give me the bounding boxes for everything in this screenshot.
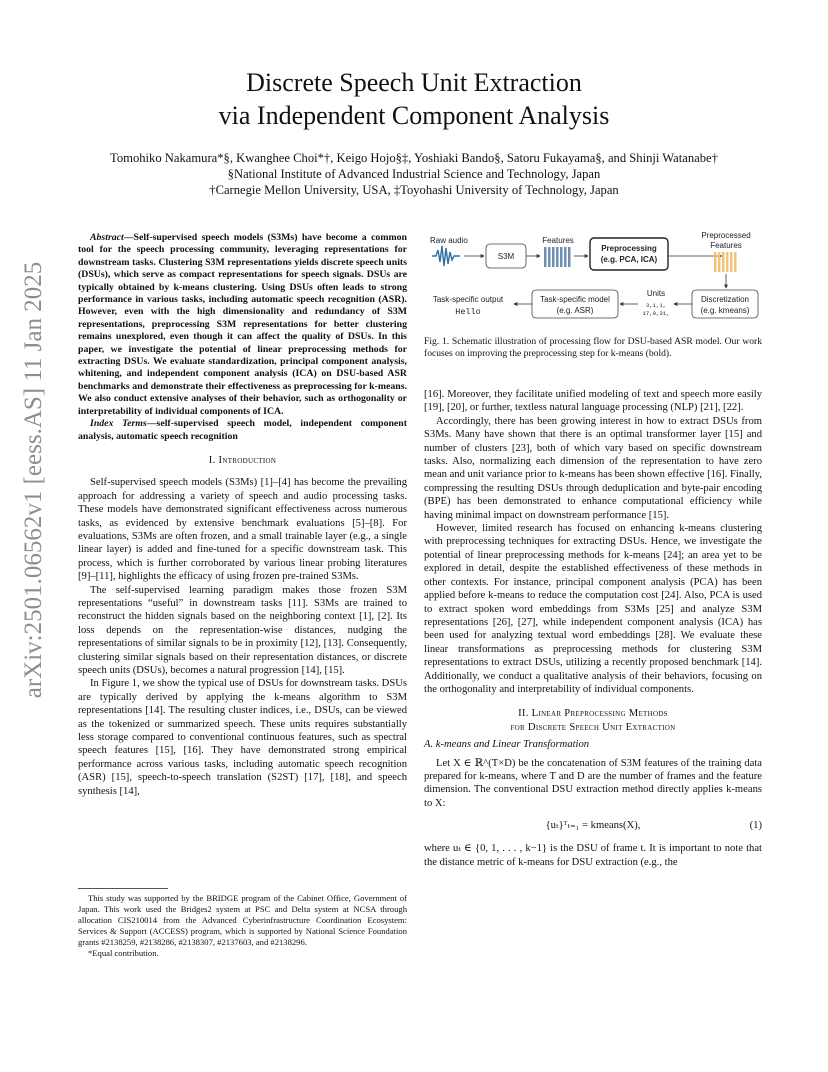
- preprocessed-features-icon: [714, 252, 737, 272]
- subsection-heading-kmeans: A. k-means and Linear Transformation: [424, 739, 590, 751]
- intro-paragraph-3: In Figure 1, we show the typical use of DSUs for downstream tasks. DSUs are typically derived by applying the k-means algorithm to S3M representations [14]. The resulting cluster indices, i.e., DSUs, can be viewed as the tokenized or summarized speech. These units requires substantially less storage compared to conventional continuous features, such as spectral speech features [15], [16]. They have demonstrated strong empirical performance across various tasks, including automatic speech recognition (ASR) [15], speech-to-speech translation (S2ST) [17], [18], and speech synthesis [14],: [78, 678, 407, 797]
- units-sequence-2: 17,9,31,: [642, 310, 670, 317]
- footnote-equal-contribution: *Equal contribution.: [88, 948, 159, 958]
- discretization-examples: (e.g. kmeans): [700, 306, 750, 315]
- section-heading-introduction: I. Introduction: [208, 454, 277, 466]
- arxiv-identifier: arXiv:2501.06562v1 [eess.AS] 11 Jan 2025: [20, 261, 47, 699]
- section2-line-1: II. Linear Preprocessing Methods: [518, 708, 668, 720]
- equation-1-body: {uₜ}ᵀₜ₌₁ = kmeans(X),: [545, 820, 641, 832]
- abstract-text: —Self-supervised speech models (S3Ms) have become a common tool for the speech processing community, leveraging representations for downstream tasks. Clustering S3M representations yields discrete speech units (DSUs), which serve as compact representations for speech signals. DSUs are typically obtained by k-means clustering. Using DSUs often leads to strong performance in various tasks, including automatic speech recognition (ASR). However, even with the high dimensionality and redundancy of S3M representations, preprocessing S3M representations for better clustering remains unexplored, even though it can affect the quality of DSUs. In this paper, we investigate the potential of linear preprocessing methods for extracting DSUs. We evaluate standardization, principal component analysis, whitening, and independent component analysis (ICA) on DSU-based ASR benchmarks and demonstrate their effectiveness as preprocessing for k-means. We also conduct extensive analyses of their behavior, such as orthogonality or interpretability of individual components of ICA.: [78, 232, 407, 417]
- affiliation-cmu: †Carnegie Mellon University, USA, ‡Toyohashi University of Technology, Japan: [209, 183, 619, 197]
- footnote-rule: [78, 888, 168, 889]
- right-paragraph-5: where uₜ ∈ {0, 1, . . . , k−1} is the DSU of frame t. It is important to note that the distance metric of k-means for DSU extraction (e.g., the: [424, 843, 762, 868]
- features-grid-icon: [544, 247, 571, 267]
- index-terms-text: —self-supervised speech model, independent component analysis, automatic speech recognition: [78, 418, 407, 442]
- index-terms: [78, 418, 407, 443]
- title-line-1: Discrete Speech Unit Extraction: [246, 68, 582, 97]
- intro-paragraph-2: The self-supervised learning paradigm makes those frozen S3M representations “useful” in downstream tasks [11]. S3Ms are trained to reconstruct the hidden signals based on the neighboring context [1], [2]. Its loss depends on the representation-wise distances, nudging the representations of similar signals to be in proximity [12], [13]. Consequently, clustering similar signals based on their representation distances, or discrete speech units (DSUs), becomes a natural progression [14], [15].: [78, 584, 407, 676]
- footnote-funding: This study was supported by the BRIDGE program of the Cabinet Office, Government of Japan. This work used the Bridges2 system at PSC and Delta system at NCSA through allocation CIS210014 from the Advanced Cyberinfrastructure Coordination Ecosystem: Services & Support (ACCESS) program, which is supported by National Science Foundation grants #2138259, #2138286, #2138307, #2137603, and #2138296.: [78, 893, 407, 947]
- figure-1-caption: Fig. 1. Schematic illustration of processing flow for DSU-based ASR model. Our work focuses on improving the preprocessing step for k-means (bold).: [424, 336, 762, 359]
- waveform-icon: [432, 246, 460, 266]
- paper-title: [80, 66, 748, 132]
- preprocessed-label-1: Preprocessed: [701, 231, 751, 240]
- units-label: Units: [646, 289, 666, 298]
- footnotes: [78, 888, 407, 959]
- right-paragraph-2: Accordingly, there has been growing interest in how to extract DSUs from S3Ms. Many have shown that there is an optimal transformer layer [15] and number of clusters [23], both of which vary based on specific downstream tasks. Also, normalizing each dimension of the representation to have zero mean and unit variance prior to k-means has been shown effective [16]. Finally, compressing the resulting DSUs through deduplication and byte-pair encoding (BPE) has been demonstrated to enhance computational efficiency while having minimal impact on downstream performance [15].: [424, 415, 763, 521]
- preprocessing-examples: (e.g. PCA, ICA): [600, 255, 658, 264]
- arxiv-sidebar: [14, 261, 54, 699]
- preprocessing-label: Preprocessing: [601, 244, 657, 253]
- s3m-label: S3M: [497, 252, 515, 261]
- raw-audio-label: Raw audio: [430, 236, 468, 245]
- author-block: [60, 150, 768, 198]
- task-output-label: Task-specific output: [432, 295, 504, 304]
- preprocessed-label-2: Features: [710, 241, 742, 250]
- abstract: [78, 232, 407, 418]
- features-label: Features: [542, 236, 574, 245]
- left-column: [78, 232, 407, 798]
- equation-1: [424, 816, 762, 836]
- preprocessing-box: [590, 238, 668, 270]
- affiliation-aist: §National Institute of Advanced Industrial Science and Technology, Japan: [227, 167, 601, 181]
- section-heading-linear-preprocessing: [424, 707, 762, 734]
- equation-1-number: (1): [749, 820, 762, 832]
- discretization-label: Discretization: [700, 295, 750, 304]
- author-names: Tomohiko Nakamura*§, Kwanghee Choi*†, Keigo Hojo§‡, Yoshiaki Bando§, Satoru Fukayama§, and Shinji Watanabe†: [110, 151, 718, 165]
- intro-paragraph-1: Self-supervised speech models (S3Ms) [1]–[4] has become the prevailing approach for addressing a variety of speech and audio processing tasks. These models have demonstrated significant effectiveness across numerous tasks, as evidenced by extensive benchmark evaluations [5]–[8]. For evaluations, S3Ms are often frozen, and a small trainable layer (e.g., a single linear layer) is added and fine-tuned for a specific downstream task. This process, which is further corroborated by various linear probing literatures [9]–[11], highlights the efficacy of using frozen pre-trained S3Ms.: [78, 477, 407, 583]
- task-model-label: Task-specific model: [540, 295, 610, 304]
- right-paragraph-4: Let X ∈ ℝ^(T×D) be the concatenation of S3M features of the training data prepared for k-means, where T and D are the number of frames and the feature dimension. The conventional DSU extraction method directly applies k-means to X:: [424, 757, 762, 809]
- task-model-examples: (e.g. ASR): [556, 306, 594, 315]
- figure-1-diagram: [424, 228, 762, 328]
- right-paragraph-1: [16]. Moreover, they facilitate unified modeling of text and speech more easily [19], [20], or further, textless natural language processing (NLP) [21], [22].: [424, 389, 762, 414]
- abstract-label: Abstract: [90, 232, 124, 243]
- index-terms-label: Index Terms: [90, 418, 147, 430]
- task-output-example: Hello: [455, 307, 481, 317]
- right-paragraph-3: However, limited research has focused on enhancing k-means clustering with preprocessing techniques for extracting DSUs. Hence, we investigate the potential of linear preprocessing methods for k-means [24]; an area yet to be explored in detail, despite the established effectiveness of these methods in other contexts. For instance, principal component analysis (PCA) has been applied before k-means to reduce the computation cost [24]. Also, PCA is used to extract spoken word embeddings from S3Ms [25] and analyze S3M representations [26], [27], while independent component analysis (ICA) has been used for analyzing textual word embeddings [28]. We evaluate these linear transformations as preprocessing methods for clustering S3M representations to extract DSUs, utilizing a recently proposed benchmark [14]. Additionally, we conduct a qualitative analysis of their behaviors, focusing on the orthogonality and interpretability of individual components.: [424, 523, 762, 695]
- right-column: [424, 388, 762, 869]
- title-line-2: via Independent Component Analysis: [218, 101, 610, 130]
- units-sequence-1: 3,1,1,: [645, 302, 667, 309]
- section2-line-2: for Discrete Speech Unit Extraction: [510, 721, 676, 733]
